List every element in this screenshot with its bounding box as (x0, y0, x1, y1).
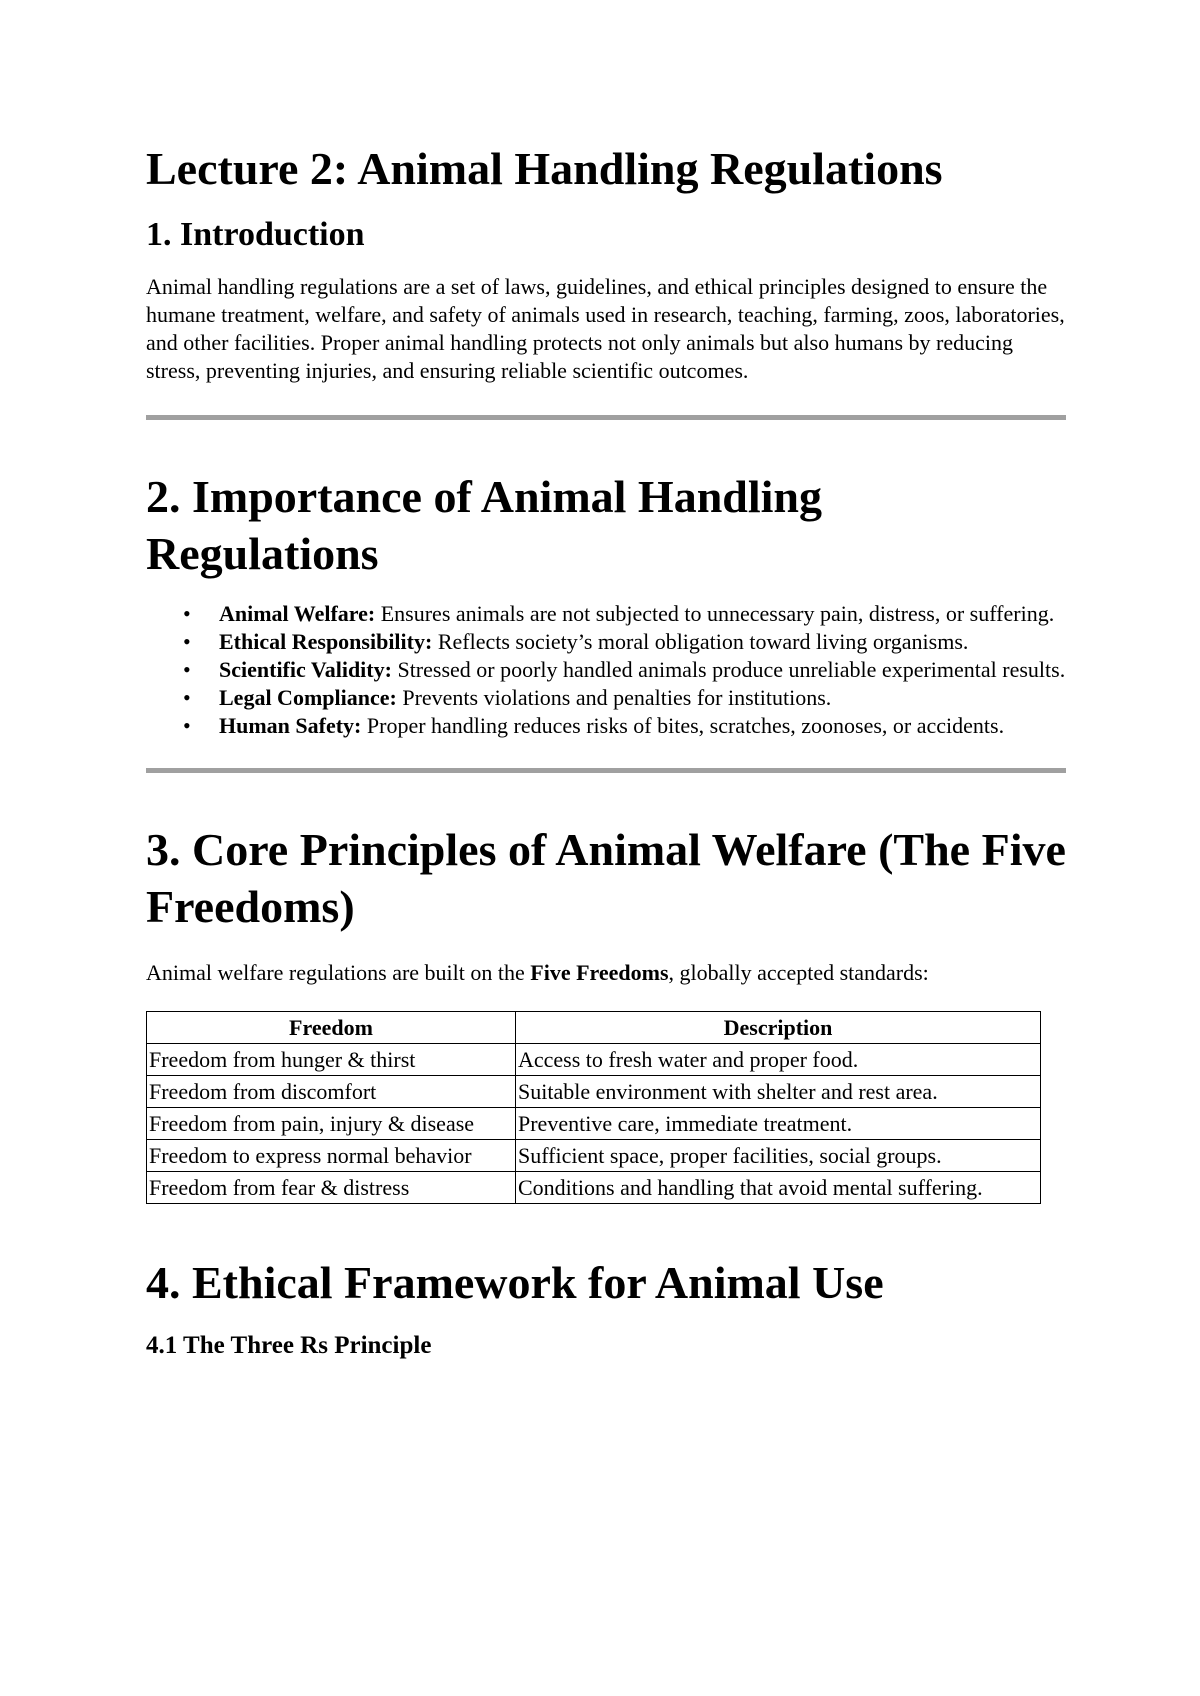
column-header-freedom: Freedom (147, 1012, 516, 1044)
section-4-1-heading: 4.1 The Three Rs Principle (146, 1332, 432, 1359)
table-cell: Freedom from discomfort (147, 1076, 516, 1108)
section-3-heading: 3. Core Principles of Animal Welfare (The Five Freedoms) (146, 824, 1066, 932)
intro-text-before: Animal welfare regulations are built on the (146, 960, 531, 985)
table-header-row (147, 1012, 1041, 1044)
table-row (147, 1076, 1041, 1108)
importance-list (146, 600, 1066, 740)
table-cell: Freedom to express normal behavior (147, 1140, 516, 1172)
list-item-text: Ensures animals are not subjected to unnecessary pain, distress, or suffering. (375, 601, 1055, 626)
table-cell: Conditions and handling that avoid mental suffering. (516, 1172, 1041, 1204)
bullet-icon: • (183, 713, 191, 738)
list-item-text: Stressed or poorly handled animals produce unreliable experimental results. (391, 657, 1066, 682)
bullet-icon: • (183, 601, 191, 626)
table-cell: Freedom from pain, injury & disease (147, 1108, 516, 1140)
table-row (147, 1172, 1041, 1204)
table-cell: Freedom from hunger & thirst (147, 1044, 516, 1076)
list-item-term: Animal Welfare: (219, 601, 376, 626)
table-row (147, 1044, 1041, 1076)
bullet-icon: • (183, 657, 191, 682)
list-item-text: Prevents violations and penalties for institutions. (396, 685, 832, 710)
table-cell: Preventive care, immediate treatment. (516, 1108, 1041, 1140)
list-item (183, 712, 1066, 740)
list-item-term: Ethical Responsibility: (219, 629, 433, 654)
table-cell: Sufficient space, proper facilities, social groups. (516, 1140, 1041, 1172)
list-item (183, 684, 1066, 712)
section-4-heading: 4. Ethical Framework for Animal Use (146, 1257, 884, 1308)
section-2-heading: 2. Importance of Animal Handling Regulations (146, 471, 823, 579)
table-cell: Suitable environment with shelter and rest area. (516, 1076, 1041, 1108)
list-item-term: Scientific Validity: (219, 657, 392, 682)
five-freedoms-table (146, 1011, 1041, 1204)
bullet-icon: • (183, 629, 191, 654)
intro-text-after: , globally accepted standards: (668, 960, 929, 985)
list-item (183, 656, 1066, 684)
intro-text-bold: Five Freedoms (530, 960, 669, 985)
document-title: Lecture 2: Animal Handling Regulations (146, 143, 943, 194)
section-3-intro (146, 959, 1066, 987)
table-cell: Access to fresh water and proper food. (516, 1044, 1041, 1076)
list-item (183, 628, 1066, 656)
list-item-text: Reflects society’s moral obligation toward living organisms. (432, 629, 969, 654)
document-body (146, 140, 1066, 1361)
list-item-term: Human Safety: (219, 713, 362, 738)
table-row (147, 1140, 1041, 1172)
table-cell: Freedom from fear & distress (147, 1172, 516, 1204)
list-item-text: Proper handling reduces risks of bites, scratches, zoonoses, or accidents. (361, 713, 1005, 738)
bullet-icon: • (183, 685, 191, 710)
column-header-description: Description (516, 1012, 1041, 1044)
section-1-body: Animal handling regulations are a set of laws, guidelines, and ethical principles designed to ensure the humane treatment, welfare, and safety of animals used in research, teaching, farming, zoos, laboratories, and other facilities. Proper animal handling protects not only animals but also humans by reducing stress, preventing injuries, and ensuring reliable scientific outcomes. (146, 274, 1065, 383)
list-item (183, 600, 1066, 628)
section-1-heading: 1. Introduction (146, 216, 365, 253)
table-row (147, 1108, 1041, 1140)
list-item-term: Legal Compliance: (219, 685, 397, 710)
divider-2 (146, 768, 1066, 773)
divider-1 (146, 415, 1066, 420)
